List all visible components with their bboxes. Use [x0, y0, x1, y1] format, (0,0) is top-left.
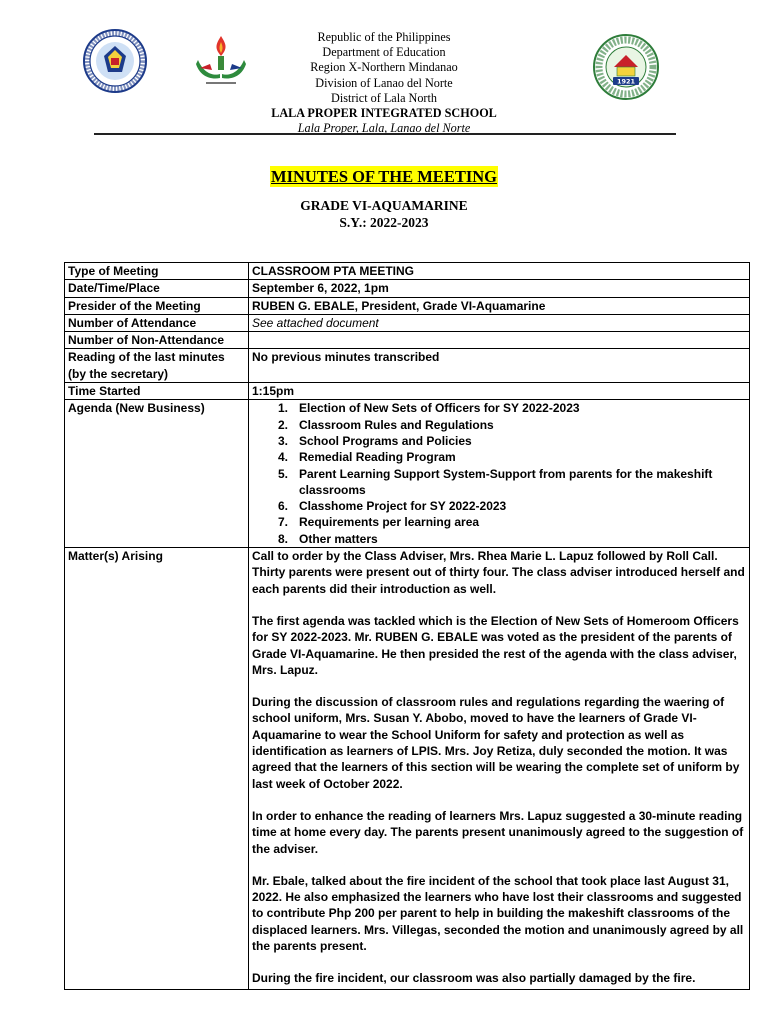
title-block — [0, 166, 768, 231]
matters-paragraph: Call to order by the Class Adviser, Mrs. Rhea Marie L. Lapuz followed by Roll Call. Thirty parents were present out of thirty four. The class adviser introduced herself and each parents did their introduction as well. — [252, 549, 745, 596]
matters-paragraph: In order to enhance the reading of learners Mrs. Lapuz suggested a 30-minute reading time at home every day. The parents present unanimously agreed to the suggestion of the adviser. — [252, 808, 744, 856]
agenda-text: School Programs and Policies — [299, 433, 472, 448]
header-line-republic: Republic of the Philippines — [317, 30, 451, 44]
agenda-number: 2. — [278, 417, 289, 432]
header-line-department: Department of Education — [322, 45, 446, 60]
agenda-number: 5. — [278, 466, 289, 481]
agenda-number: 7. — [278, 515, 289, 530]
agenda-item — [269, 400, 746, 416]
row-label: Type of Meeting — [65, 263, 249, 280]
agenda-text: Remedial Reading Program — [299, 450, 456, 465]
school-address: Lala Proper, Lala, Lanao del Norte — [297, 121, 471, 136]
class-name: GRADE VI-AQUAMARINE — [300, 198, 468, 213]
matters-paragraph: During the discussion of classroom rules and regulations regarding the waering of school uniform, Mrs. Susan Y. Abobo, moved to have the learners of Grade VI-Aquamarine to wear the School Uniform for safety and protection as well as identification as learners of LPIS. Mrs. Joy Retiza, duly seconded the motion. It was agreed that the learners of this section will be wearing the complete set of uniform by last week of October 2022. — [252, 695, 740, 791]
agenda-item — [269, 433, 746, 449]
row-label: Number of Attendance — [65, 314, 249, 331]
header-line-division: Division of Lanao del Norte — [315, 75, 453, 90]
agenda-item — [269, 498, 746, 514]
agenda-item — [269, 514, 746, 530]
row-label: Agenda (New Business) — [65, 400, 249, 548]
agenda-list — [252, 400, 746, 547]
time-started-value: 1:15pm — [249, 383, 750, 400]
agenda-item — [269, 417, 746, 433]
matters-paragraph: The first agenda was tackled which is the Election of New Sets of Homeroom Officers for SY 2022-2023. Mr. RUBEN G. EBALE was voted as the president of the parents of Grade VI-Aquamarine. He then presided the rest of the agenda with the class adviser, Mrs. Lapuz. — [252, 613, 739, 677]
row-label: Number of Non-Attendance — [65, 332, 249, 349]
matters-paragraph: Mr. Ebale, talked about the fire incident of the school that took place last August 31, 2022. He also emphasized the learners who have lost their classrooms and suggested to contribute Php 200 per parent to help in building the makeshift classrooms of the displaced learners. Mrs. Villegas, seconded the motion and unanimously agreed by all the parents present. — [252, 873, 744, 953]
table-row — [65, 297, 750, 314]
agenda-text: Other matters — [299, 531, 378, 546]
agenda-number: 8. — [278, 531, 289, 546]
type-of-meeting-value: CLASSROOM PTA MEETING — [249, 263, 750, 280]
row-label: Time Started — [65, 383, 249, 400]
row-label: Reading of the last minutes — [68, 350, 225, 365]
presider-value: RUBEN G. EBALE, President, Grade VI-Aquamarine — [249, 297, 750, 314]
header-line-district: District of Lala North — [331, 90, 437, 105]
matters-paragraph: During the fire incident, our classroom was also partially damaged by the fire. — [252, 971, 696, 986]
header-line-region: Region X-Northern Mindanao — [310, 60, 458, 75]
agenda-item — [269, 449, 746, 465]
minutes-table — [64, 262, 750, 990]
school-year: S.Y.: 2022-2023 — [339, 215, 429, 230]
agenda-item — [269, 466, 746, 499]
school-name: LALA PROPER INTEGRATED SCHOOL — [271, 106, 497, 121]
row-label: Matter(s) Arising — [65, 548, 249, 990]
table-row — [65, 314, 750, 331]
letterhead-text — [194, 30, 574, 136]
agenda-text: Parent Learning Support System-Support from parents for the makeshift classrooms — [299, 466, 713, 497]
letterhead — [0, 0, 768, 140]
table-row — [65, 332, 750, 349]
row-label-last-minutes — [65, 349, 249, 383]
row-label-sub: (by the secretary) — [68, 366, 169, 381]
deped-seal-icon — [82, 28, 148, 94]
agenda-text: Classhome Project for SY 2022-2023 — [299, 499, 507, 514]
agenda-text: Classroom Rules and Regulations — [299, 417, 494, 432]
agenda-cell — [249, 400, 750, 548]
last-minutes-value: No previous minutes transcribed — [249, 349, 750, 383]
agenda-number: 4. — [278, 450, 289, 465]
agenda-number: 6. — [278, 499, 289, 514]
attendance-value: See attached document — [249, 314, 750, 331]
non-attendance-value — [249, 332, 750, 349]
school-seal-year: 1921 — [616, 77, 636, 86]
school-seal-icon — [592, 33, 660, 101]
agenda-text: Election of New Sets of Officers for SY 2022-2023 — [299, 401, 580, 416]
table-row — [65, 263, 750, 280]
table-row — [65, 280, 750, 297]
table-row — [65, 383, 750, 400]
table-row — [65, 400, 750, 548]
agenda-item — [269, 531, 746, 547]
agenda-text: Requirements per learning area — [299, 515, 480, 530]
table-row — [65, 548, 750, 990]
row-label: Date/Time/Place — [65, 280, 249, 297]
document-title: MINUTES OF THE MEETING — [271, 167, 497, 186]
matters-cell — [249, 548, 750, 990]
date-time-place-value: September 6, 2022, 1pm — [249, 280, 750, 297]
table-row — [65, 349, 750, 383]
agenda-number: 1. — [278, 401, 289, 416]
header-divider — [94, 133, 676, 135]
agenda-number: 3. — [278, 433, 289, 448]
row-label: Presider of the Meeting — [65, 297, 249, 314]
